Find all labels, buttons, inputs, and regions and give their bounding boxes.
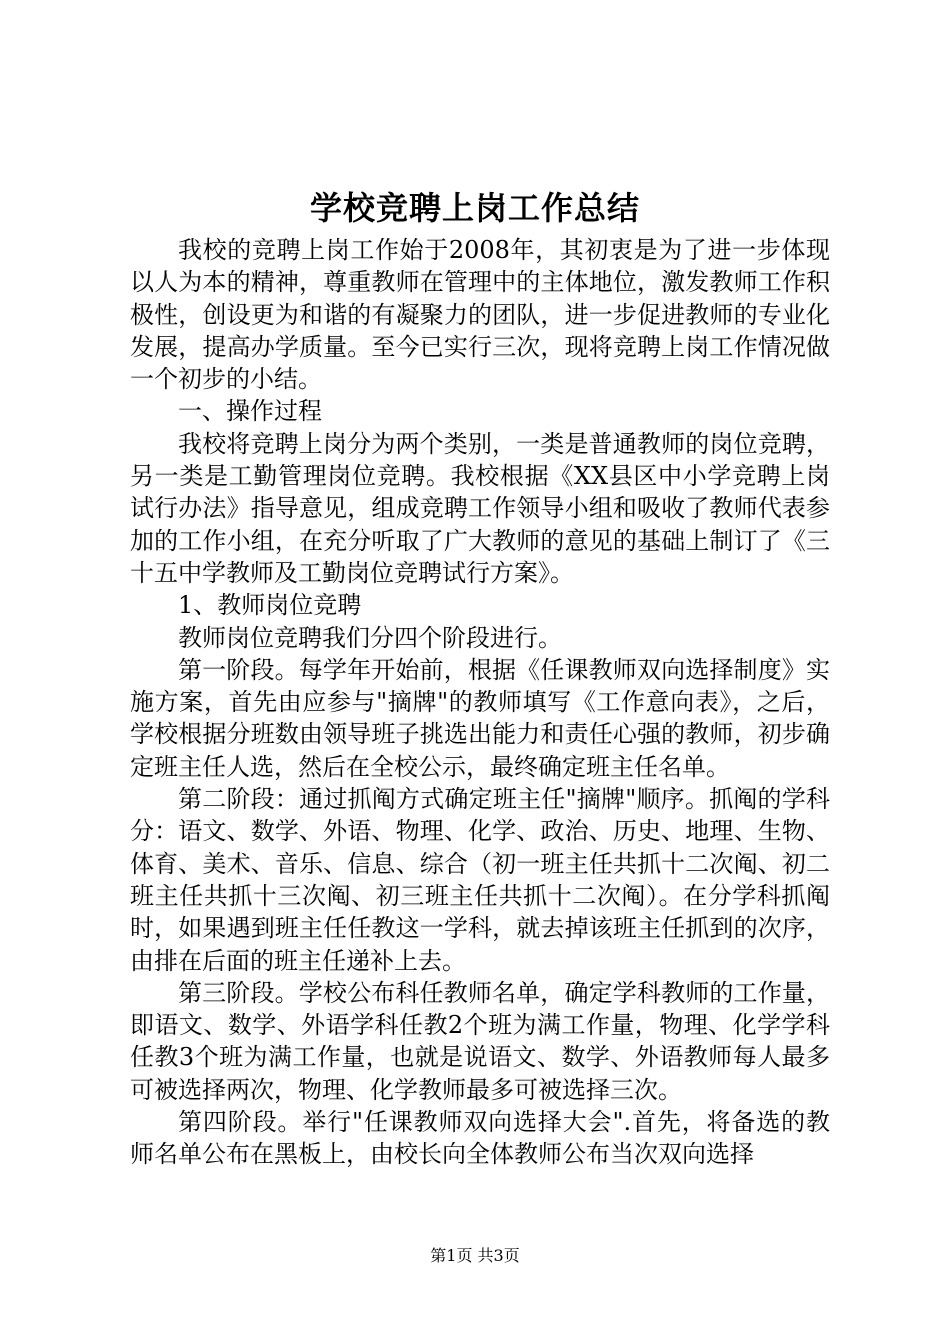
paragraph-stage-three: 第三阶段。学校公布科任教师名单，确定学科教师的工作量，即语文、数学、外语学科任教2个班为满工作量，物理、化学学科任教3个班为满工作量，也就是说语文、数学、外语教师每人最多可被选择两次，物理、化学教师最多可被选择三次。 (130, 978, 830, 1104)
subsection-heading-teacher-competition: 1、教师岗位竞聘 (178, 591, 362, 620)
document-title: 学校竞聘上岗工作总结 (309, 189, 640, 227)
paragraph-stage-two: 第二阶段：通过抓阄方式确定班主任"摘牌"顺序。抓阄的学科分：语文、数学、外语、物理、化学、政治、历史、地理、生物、体育、美术、音乐、信息、综合（初一班主任共抓十二次阄、初二班主任共抓十三次阄、初三班主任共抓十二次阄）。在分学科抓阄时，如果遇到班主任任教这一学科，就去掉该班主任抓到的次序，由排在后面的班主任递补上去。 (130, 785, 830, 975)
paragraph-categories: 我校将竞聘上岗分为两个类别，一类是普通教师的岗位竞聘，另一类是工勤管理岗位竞聘。我校根据《XX县区中小学竞聘上岗试行办法》指导意见，组成竞聘工作领导小组和吸收了教师代表参加的工作小组，在充分听取了广大教师的意见的基础上制订了《三十五中学教师及工勤岗位竞聘试行方案》。 (130, 429, 830, 587)
paragraph-four-stages: 教师岗位竞聘我们分四个阶段进行。 (178, 623, 562, 652)
paragraph-stage-four: 第四阶段。举行"任课教师双向选择大会".首先，将备选的教师名单公布在黑板上，由校长向全体教师公布当次双向选择 (130, 1108, 830, 1169)
document-body (130, 234, 830, 1171)
section-heading-operation-process: 一、操作过程 (178, 397, 322, 426)
paragraph-intro: 我校的竞聘上岗工作始于2008年，其初衷是为了进一步体现以人为本的精神，尊重教师在管理中的主体地位，激发教师工作积极性，创设更为和谐的有凝聚力的团队，进一步促进教师的专业化发展，提高办学质量。至今已实行三次，现将竞聘上岗工作情况做一个初步的小结。 (130, 236, 830, 394)
page-footer: 第1页 共3页 (430, 1246, 520, 1265)
paragraph-stage-one: 第一阶段。每学年开始前，根据《任课教师双向选择制度》实施方案，首先由应参与"摘牌"的教师填写《工作意向表》，之后，学校根据分班数由领导班子挑选出能力和责任心强的教师，初步确定班主任人选，然后在全校公示，最终确定班主任名单。 (130, 655, 830, 781)
